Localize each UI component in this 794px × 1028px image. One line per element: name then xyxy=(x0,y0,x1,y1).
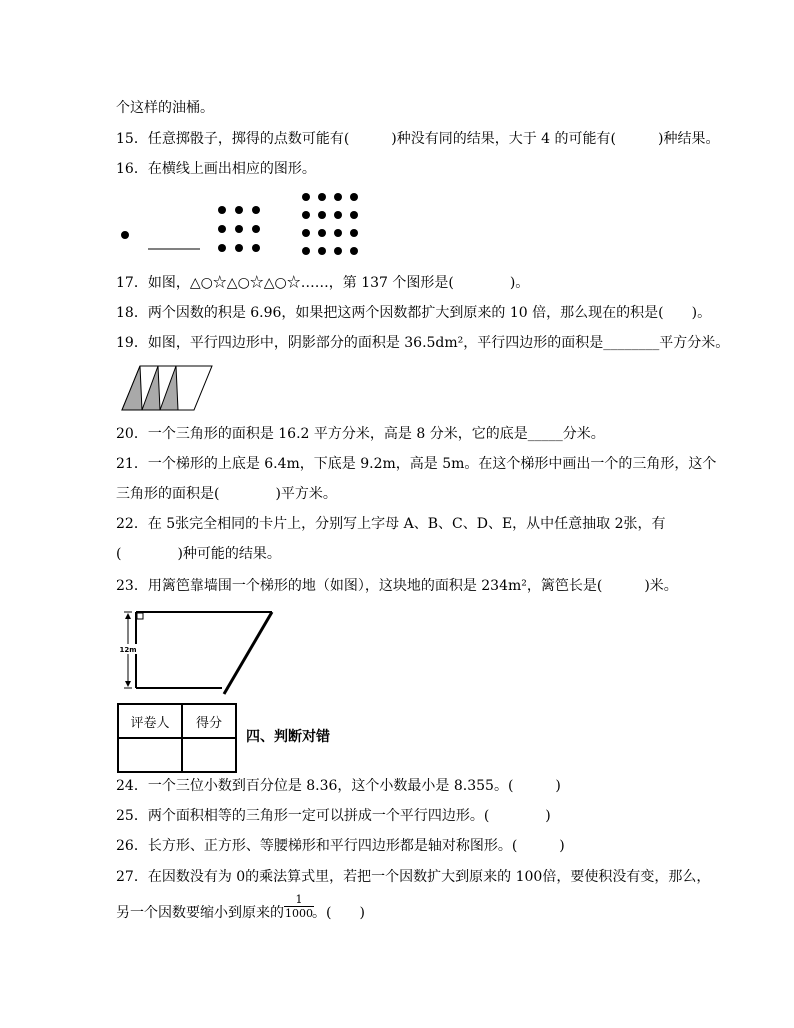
question-27-line1: 27．在因数没有为 0的乘法算式里，若把一个因数扩大到原来的 100倍，要使积没有变，那么， xyxy=(116,869,711,885)
trapezoid-field-figure xyxy=(116,606,280,696)
grading-table xyxy=(117,703,237,773)
arrow-head-bottom xyxy=(125,681,131,687)
question-22-line1: 22．在 5张完全相同的卡片上，分别写上字母 A、B、C、D、E，从中任意抽取 2张，有 xyxy=(116,516,666,532)
question-27-tail: 。( ) xyxy=(312,905,365,921)
fraction xyxy=(284,893,314,920)
score-cell xyxy=(182,738,236,772)
question-25: 25．两个面积相等的三角形一定可以拼成一个平行四边形。( ) xyxy=(116,808,551,824)
question-24: 24．一个三位小数到百分位是 8.36，这个小数最小是 8.355。( ) xyxy=(116,778,561,794)
grader-cell xyxy=(118,738,182,772)
slanted-side xyxy=(224,612,272,694)
right-angle-mark xyxy=(137,613,143,619)
dot-grid-3x3 xyxy=(218,206,260,252)
question-20: 20．一个三角形的面积是 16.2 平方分米，高是 8 分米，它的底是_____分米。 xyxy=(116,426,605,442)
question-23: 23．用篱笆靠墙围一个梯形的地（如图），这块地的面积是 234m²，篱笆长是( )米。 xyxy=(116,578,678,594)
height-label: 12m xyxy=(119,646,137,654)
dot-grid-4x4 xyxy=(302,193,358,255)
fraction-denominator: 1000 xyxy=(285,907,313,920)
question-26: 26．长方形、正方形、等腰梯形和平行四边形都是轴对称图形。( ) xyxy=(116,838,565,854)
question-18: 18．两个因数的积是 6.96，如果把这两个因数都扩大到原来的 10 倍，那么现在的积是( )。 xyxy=(116,305,712,321)
question-21-line1: 21．一个梯形的上底是 6.4m，下底是 9.2m，高是 5m。在这个梯形中画出一个的三角形，这个 xyxy=(116,456,717,472)
arrow-head-top xyxy=(125,613,131,619)
grader-header: 评卷人 xyxy=(118,704,182,738)
text-line-cont: 个这样的油桶。 xyxy=(116,100,214,116)
score-header: 得分 xyxy=(182,704,236,738)
section-title: 四、判断对错 xyxy=(246,729,330,745)
dot xyxy=(121,231,129,239)
parallelogram-figure xyxy=(120,364,214,412)
question-17: 17．如图，△○☆△○☆△○☆……，第 137 个图形是( )。 xyxy=(116,275,530,291)
question-19: 19．如图，平行四边形中，阴影部分的面积是 36.5dm²，平行四边形的面积是________平方分米。 xyxy=(116,335,730,351)
question-22-line2: ( )种可能的结果。 xyxy=(116,546,281,562)
question-21-line2: 三角形的面积是( )平方米。 xyxy=(116,486,337,502)
dot-pattern-figure xyxy=(116,188,366,258)
fraction-numerator: 1 xyxy=(295,893,303,906)
question-27-line2: 另一个因数要缩小到原来的 xyxy=(116,905,284,921)
question-16: 16．在横线上画出相应的图形。 xyxy=(116,161,316,177)
question-15: 15．任意掷骰子，掷得的点数可能有( )种没有同的结果，大于 4 的可能有( )种结果。 xyxy=(116,131,720,147)
